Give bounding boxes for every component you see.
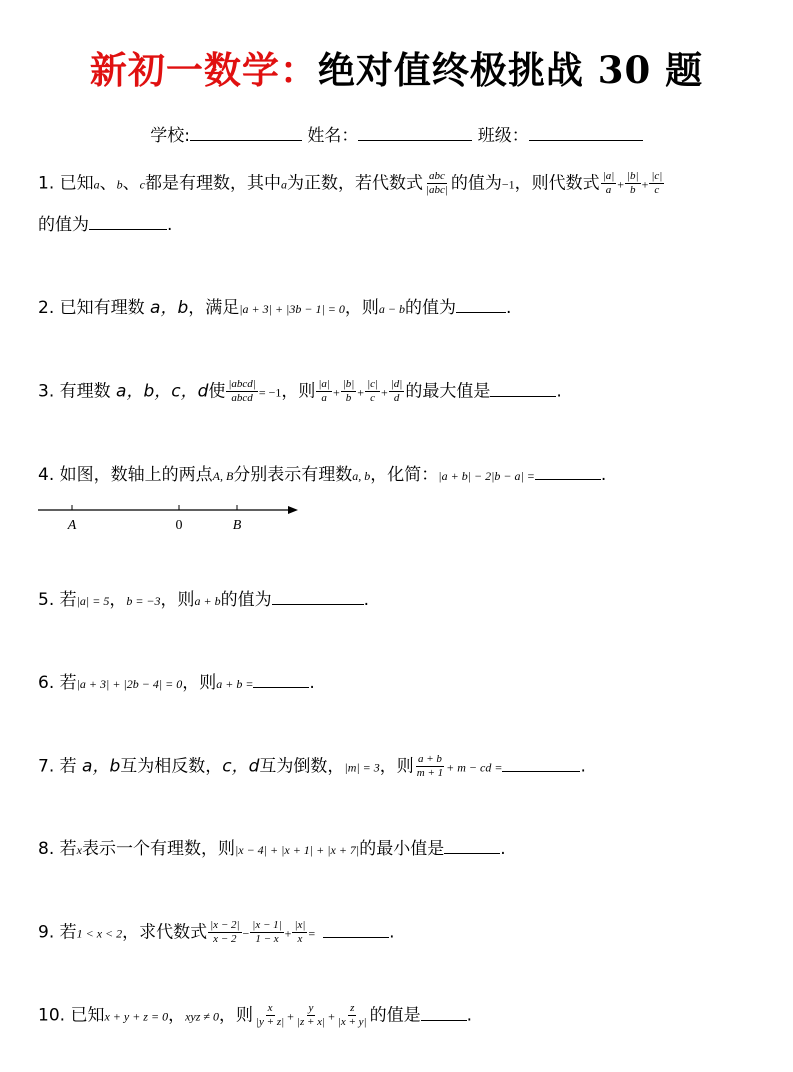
q10-frac-3 (336, 1002, 369, 1029)
question-10 (38, 1002, 472, 1030)
numerator: |x − 2| (210, 919, 240, 931)
q1-text: 的值为 (450, 173, 502, 194)
period: . (580, 756, 586, 777)
q3-fraction (226, 378, 257, 405)
denominator: a (321, 392, 327, 404)
axis-arrow (288, 506, 298, 514)
q7-lead: 7. 若 (38, 756, 83, 777)
q3-frac-a (316, 378, 332, 405)
q10-comma: ， (168, 1005, 186, 1026)
numerator: y (308, 1002, 314, 1014)
answer-blank-10[interactable] (421, 1006, 467, 1021)
period: . (363, 590, 370, 610)
period: . (600, 465, 607, 485)
answer-blank-7[interactable] (502, 757, 580, 772)
title-red: 新初一数学： (89, 48, 318, 92)
question-8 (38, 836, 506, 863)
q1-var-b: b (116, 177, 123, 192)
q1-lead: 1. 已知 (38, 173, 94, 194)
question-9 (38, 919, 395, 947)
q1-var-a: a (280, 177, 287, 192)
denominator: x (297, 933, 303, 945)
numerator: x (267, 1002, 273, 1014)
answer-blank-1[interactable] (89, 215, 167, 230)
numerator: z (350, 1002, 355, 1014)
plus-sign: + (328, 1009, 335, 1024)
answer-blank-5[interactable] (272, 590, 364, 605)
name-label: 姓名： (307, 126, 359, 146)
q2-text: ，则 (344, 298, 379, 318)
period: . (309, 673, 315, 693)
q8-text: 表示一个有理数，则 (81, 839, 235, 859)
q2-vars: a，b (150, 298, 189, 318)
q3-text: ，则 (281, 381, 316, 402)
q1-frac-c (649, 170, 664, 197)
numerator: |c| (651, 170, 663, 182)
number-line (38, 500, 300, 536)
plus-sign: + (332, 385, 340, 400)
denominator: b (345, 392, 352, 404)
numerator: a + b (417, 753, 442, 765)
q1-frac-b (625, 170, 641, 197)
denominator: |z + x| (296, 1016, 326, 1028)
equals-sign: = (308, 926, 316, 941)
numerator: |x| (294, 919, 306, 931)
q1-frac-a (601, 170, 617, 197)
label-zero: 0 (175, 518, 183, 533)
label-b: B (232, 518, 242, 533)
q9-frac-1 (208, 919, 241, 946)
q4-text: ，化简： (370, 465, 439, 485)
answer-blank-9[interactable] (323, 923, 389, 938)
question-2 (38, 295, 511, 322)
denominator: d (393, 392, 400, 404)
q5-comma: ， (109, 590, 127, 610)
q4-text: 分别表示有理数 (233, 465, 353, 485)
q6-expression: a + b = (216, 677, 254, 691)
q2-text: ，满足 (188, 298, 240, 318)
q8-text: 的最小值是 (359, 839, 445, 859)
numerator: |c| (367, 378, 378, 390)
question-4 (38, 462, 606, 489)
q7-expression: + m − cd = (446, 760, 503, 775)
denominator: abcd (231, 392, 253, 404)
numerator: |b| (627, 170, 639, 182)
q1-var-c: c (139, 177, 145, 192)
q2-lead: 2. 已知有理数 (38, 298, 151, 318)
label-a: A (67, 518, 77, 533)
question-6 (38, 670, 315, 697)
denominator: m + 1 (416, 767, 444, 779)
denominator: |x + y| (337, 1016, 367, 1028)
answer-blank-8[interactable] (444, 839, 500, 854)
q10-frac-1 (254, 1002, 286, 1029)
numerator: |d| (390, 378, 403, 390)
q1-text: 为正数，若代数式 (286, 173, 423, 194)
numerator: abc (428, 170, 445, 182)
class-field[interactable] (529, 126, 643, 141)
plus-sign: + (357, 385, 365, 400)
q1-text: 都是有理数，其中 (144, 173, 281, 194)
q1-fraction (424, 170, 450, 197)
q3-lead: 3. 有理数 (38, 381, 117, 402)
q4-lead: 4. 如图，数轴上的两点 (38, 465, 213, 485)
answer-blank-3[interactable] (490, 382, 556, 397)
q1-text: 的值为 (38, 215, 89, 235)
answer-blank-2[interactable] (456, 298, 506, 313)
plus-sign: + (284, 926, 292, 941)
q7-text: 互为相反数， (120, 756, 223, 777)
q9-text: ，求代数式 (122, 922, 208, 943)
numerator: |x − 1| (252, 919, 282, 931)
q4-points: A, B (212, 469, 234, 483)
q5-expression: |a| = 5 (76, 594, 110, 608)
q9-lead: 9. 若 (38, 922, 77, 943)
q1-text: ，则代数式 (514, 173, 600, 194)
q9-frac-2 (250, 919, 283, 946)
q5-expression: b = −3 (126, 594, 161, 608)
denominator: x − 2 (213, 933, 237, 945)
q10-text: ，则 (219, 1005, 253, 1026)
q3-frac-d (389, 378, 405, 405)
q7-text: ，则 (379, 756, 414, 777)
q3-vars: a，b，c，d (116, 381, 209, 402)
denominator: a (605, 184, 612, 196)
denominator: b (630, 184, 636, 196)
class-label: 班级： (477, 126, 529, 146)
numerator: |a| (318, 378, 330, 390)
q10-expression: x + y + z = 0 (104, 1009, 169, 1024)
q2-expression: |a + 3| + |3b − 1| = 0 (239, 302, 345, 316)
q8-var-x: x (76, 843, 82, 857)
q2-text: 的值为 (404, 298, 456, 318)
q9-condition: 1 < x < 2 (76, 926, 123, 941)
q6-expression: |a + 3| + |2b − 4| = 0 (76, 677, 183, 691)
q3-text: 使 (208, 381, 226, 402)
denominator: c (370, 392, 375, 404)
period: . (167, 215, 173, 235)
numerator: |a| (602, 170, 615, 182)
q7-vars: c，d (222, 756, 260, 777)
question-3 (38, 378, 562, 406)
q10-frac-2 (295, 1002, 327, 1029)
page-title (0, 40, 793, 94)
q1-sep: 、 (99, 173, 117, 194)
question-7 (38, 753, 586, 781)
period: . (505, 298, 512, 318)
denominator: |abc| (425, 184, 448, 196)
question-1 (38, 170, 665, 198)
q6-text: ，则 (182, 673, 217, 693)
period: . (389, 922, 395, 943)
period: . (556, 381, 562, 402)
q5-expression: a + b (194, 594, 221, 608)
title-black: 绝对值终极挑战 30 题 (317, 48, 704, 92)
denominator: |y + z| (256, 1016, 285, 1028)
question-1-line2 (38, 212, 172, 238)
q5-text: 的值为 (220, 590, 272, 610)
q10-expression: xyz ≠ 0 (185, 1009, 219, 1024)
q3-equals: = −1 (258, 385, 282, 400)
student-info-line (0, 121, 793, 146)
plus-sign: + (287, 1009, 294, 1024)
q10-text: 的值是 (369, 1005, 421, 1026)
name-field[interactable] (358, 126, 472, 141)
q5-text: ，则 (160, 590, 195, 610)
answer-blank-4[interactable] (535, 465, 601, 480)
question-5 (38, 587, 369, 614)
q7-expression: |m| = 3 (344, 760, 380, 775)
q4-expression: |a + b| − 2|b − a| = (438, 469, 535, 483)
period: . (500, 839, 506, 859)
q3-frac-c (365, 378, 380, 405)
numerator: |abcd| (228, 378, 256, 390)
period: . (466, 1005, 472, 1026)
school-label: 学校: (150, 126, 190, 146)
plus-sign: + (381, 385, 388, 400)
answer-blank-6[interactable] (253, 673, 309, 688)
q3-text: 的最大值是 (405, 381, 491, 402)
numerator: |b| (342, 378, 355, 390)
school-field[interactable] (190, 126, 302, 141)
q10-lead: 10. 已知 (38, 1005, 105, 1026)
q9-frac-3 (292, 919, 307, 946)
q7-fraction (415, 753, 445, 780)
q7-vars: a，b (82, 756, 121, 777)
denominator: 1 − x (255, 933, 279, 945)
q2-expression: a − b (378, 302, 405, 316)
minus-sign: − (242, 926, 250, 941)
q3-frac-b (341, 378, 357, 405)
denominator: c (654, 184, 660, 196)
q8-lead: 8. 若 (38, 839, 77, 859)
q1-var-a: a (93, 177, 100, 192)
q6-lead: 6. 若 (38, 673, 77, 693)
q8-expression: |x − 4| + |x + 1| + |x + 7| (234, 843, 360, 857)
plus-sign: + (617, 177, 625, 192)
q1-sep: 、 (122, 173, 140, 194)
q4-vars: a, b (352, 469, 371, 483)
q7-text: 互为倒数， (259, 756, 345, 777)
q1-value: −1 (501, 177, 515, 192)
q5-lead: 5. 若 (38, 590, 77, 610)
plus-sign: + (641, 177, 649, 192)
